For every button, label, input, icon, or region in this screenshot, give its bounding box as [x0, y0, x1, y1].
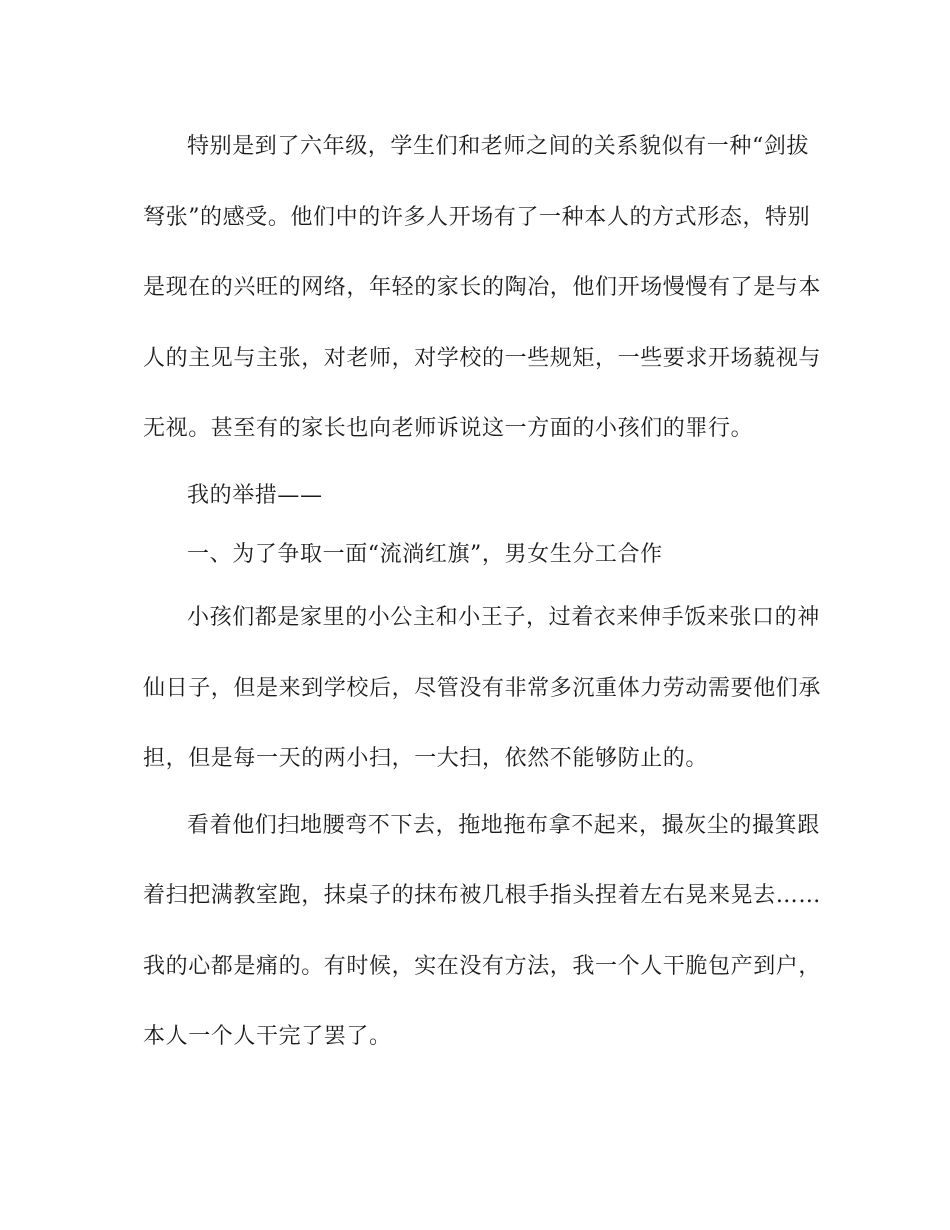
paragraph-3-line-2: 着扫把满教室跑，抹桌子的抹布被几根手指头捏着左右晃来晃去……	[143, 883, 822, 908]
subheading-one: 一、为了争取一面“流淌红旗”，男女生分工合作	[187, 542, 663, 567]
paragraph-1-line-2: 弩张”的感受。他们中的许多人开场有了一种本人的方式形态，特别	[143, 205, 811, 230]
paragraph-3-line-3: 我的心都是痛的。有时候，实在没有方法，我一个人干脆包产到户，	[143, 954, 822, 979]
section-heading-measures: 我的举措——	[187, 483, 323, 508]
paragraph-1-line-1: 特别是到了六年级，学生们和老师之间的关系貌似有一种“剑拔	[187, 134, 810, 159]
paragraph-2-line-3: 担，但是每一天的两小扫，一大扫，依然不能够防止的。	[143, 746, 709, 771]
paragraph-1-line-5: 无视。甚至有的家长也向老师诉说这一方面的小孩们的罪行。	[143, 416, 754, 441]
paragraph-1-line-3: 是现在的兴旺的网络，年轻的家长的陶冶，他们开场慢慢有了是与本	[143, 275, 822, 300]
paragraph-2-line-1: 小孩们都是家里的小公主和小王子，过着衣来伸手饭来张口的神	[187, 605, 820, 630]
paragraph-1-line-4: 人的主见与主张，对老师，对学校的一些规矩，一些要求开场藐视与	[143, 346, 822, 371]
paragraph-2-line-2: 仙日子，但是来到学校后，尽管没有非常多沉重体力劳动需要他们承	[143, 676, 822, 701]
paragraph-3-line-4: 本人一个人干完了罢了。	[143, 1024, 392, 1049]
paragraph-3-line-1: 看着他们扫地腰弯不下去，拖地拖布拿不起来，撮灰尘的撮箕跟	[187, 813, 820, 838]
